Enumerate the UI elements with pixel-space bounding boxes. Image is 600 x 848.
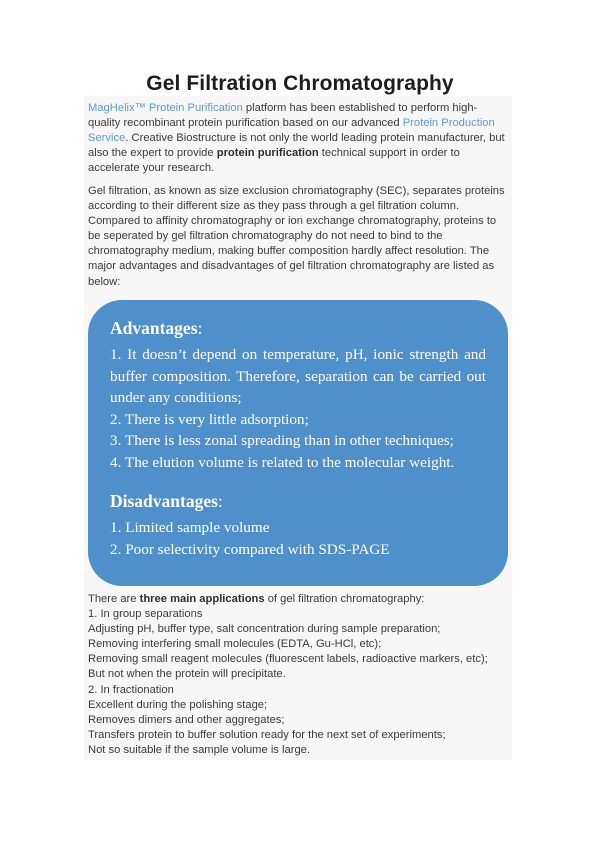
callout-spacer: [110, 473, 486, 489]
disadvantages-list: [110, 517, 486, 560]
applications-line: Adjusting pH, buffer type, salt concentration during sample preparation;: [88, 623, 441, 636]
advantages-list: [110, 344, 486, 473]
link-maghelix-protein-purification[interactable]: MagHelix™ Protein Purification: [88, 102, 243, 114]
applications-line: But not when the protein will precipitate.: [88, 668, 286, 681]
page-title: Gel Filtration Chromatography: [146, 72, 454, 95]
advantages-heading: [110, 316, 486, 340]
disadvantages-heading-colon: :: [217, 491, 223, 511]
applications-line: 2. In fractionation: [88, 683, 174, 696]
disadvantages-heading-text: Disadvantages: [110, 491, 218, 511]
applications-line: Excellent during the polishing stage;: [88, 698, 268, 711]
advantages-heading-colon: :: [197, 318, 203, 338]
list-item: 1. It doesn’t depend on temperature, pH, ionic strength and buffer composition. Therefore, separation can be carried out under any conditions;: [110, 346, 486, 406]
advantages-disadvantages-callout: [88, 300, 508, 586]
section-paragraph: Gel filtration, as known as size exclusion chromatography (SEC), separates proteins according to their different size as they pass through a gel filtration column. Compared to affinity chromatography or ion exchange chromatography, proteins to be seperated by gel filtration chromatography do not need to bind to the chromatography medium, making buffer composition hardly affect resolution. The major advantages and disadvantages of gel filtration chromatography are listed as below:: [88, 185, 505, 288]
applications-line: Removing small reagent molecules (fluorescent labels, radioactive markers, etc);: [88, 653, 488, 666]
advantages-heading-text: Advantages: [110, 318, 198, 338]
list-item: 3. There is less zonal spreading than in other techniques;: [110, 432, 454, 449]
intro-text-3: technical support in order to accelerate your research.: [88, 147, 460, 175]
applications-lead-line: [88, 592, 506, 607]
intro-paragraph: [88, 101, 506, 176]
link-protein-production-service[interactable]: Protein Production Service: [88, 117, 495, 145]
applications-line: Transfers protein to buffer solution ready for the next set of experiments;: [88, 728, 446, 741]
intro-text-2: . Creative Biostructure is not only the world leading protein manufacturer, but also the expert to provide: [88, 132, 505, 160]
intro-bold-protein-purification: protein purification: [216, 147, 319, 160]
applications-lead-bold: three main applications: [139, 593, 265, 605]
list-item: 2. There is very little adsorption;: [110, 410, 309, 428]
list-item: 1. Limited sample volume: [110, 519, 270, 536]
disadvantages-heading: [110, 489, 486, 513]
applications-lead-text-1: There are: [88, 593, 140, 605]
applications-line: Removing interfering small molecules (EDTA, Gu-HCl, etc);: [88, 638, 382, 651]
list-item: 2. Poor selectivity compared with SDS-PAGE: [110, 540, 390, 558]
intro-text-1: platform has been established to perform high-quality recombinant protein purification based on our advanced: [88, 102, 478, 130]
applications-line: 1. In group separations: [88, 608, 203, 621]
list-item: 4. The elution volume is related to the molecular weight.: [110, 453, 455, 471]
applications-paragraph: [88, 592, 506, 758]
applications-lead-text-2: of gel filtration chromatography:: [264, 593, 425, 605]
applications-line: Removes dimers and other aggregates;: [88, 713, 285, 726]
applications-line: Not so suitable if the sample volume is large.: [88, 743, 310, 756]
